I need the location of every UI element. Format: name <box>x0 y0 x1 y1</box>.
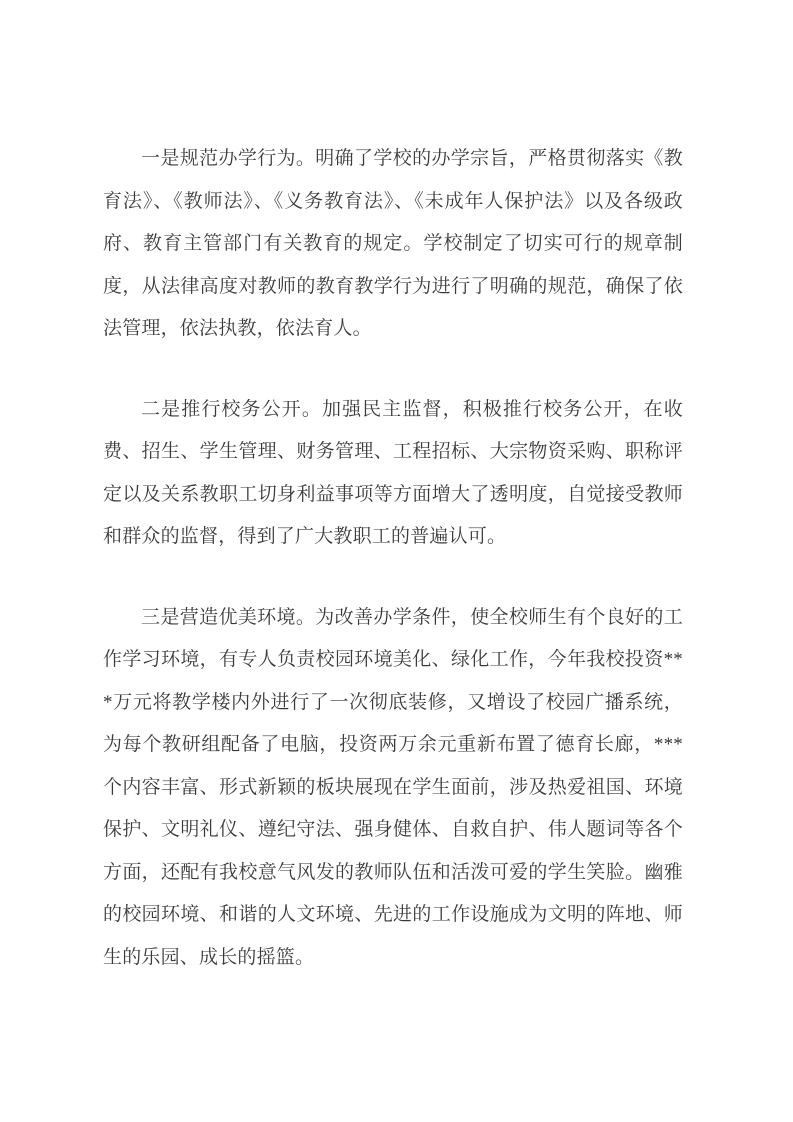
document-body <box>103 138 683 979</box>
paragraph-school-affairs-transparency: 二是推行校务公开。加强民主监督，积极推行校务公开，在收费、招生、学生管理、财务管理、工程招标、大宗物资采购、职称评定以及关系教职工切身利益事项等方面增大了透明度，自觉接受教师和群众的监督，得到了广大教职工的普遍认可。 <box>103 398 683 547</box>
paragraph-regulating-school-conduct: 一是规范办学行为。明确了学校的办学宗旨，严格贯彻落实《教育法》、《教师法》、《义务教育法》、《未成年人保护法》以及各级政府、教育主管部门有关教育的规定。学校制定了切实可行的规章制度，从法律高度对教师的教育教学行为进行了明确的规范，确保了依法管理，依法执教，依法育人。 <box>103 148 683 339</box>
paragraph-beautiful-environment: 三是营造优美环境。为改善办学条件，使全校师生有个良好的工作学习环境，有专人负责校园环境美化、绿化工作，今年我校投资***万元将教学楼内外进行了一次彻底装修，又增设了校园广播系统，为每个教研组配备了电脑，投资两万余元重新布置了德育长廊，***个内容丰富、形式新颖的板块展现在学生面前，涉及热爱祖国、环境保护、文明礼仪、遵纪守法、强身健体、自救自护、伟人题词等各个方面，还配有我校意气风发的教师队伍和活泼可爱的学生笑脸。幽雅的校园环境、和谐的人文环境、先进的工作设施成为文明的阵地、师生的乐园、成长的摇篮。 <box>103 606 683 968</box>
